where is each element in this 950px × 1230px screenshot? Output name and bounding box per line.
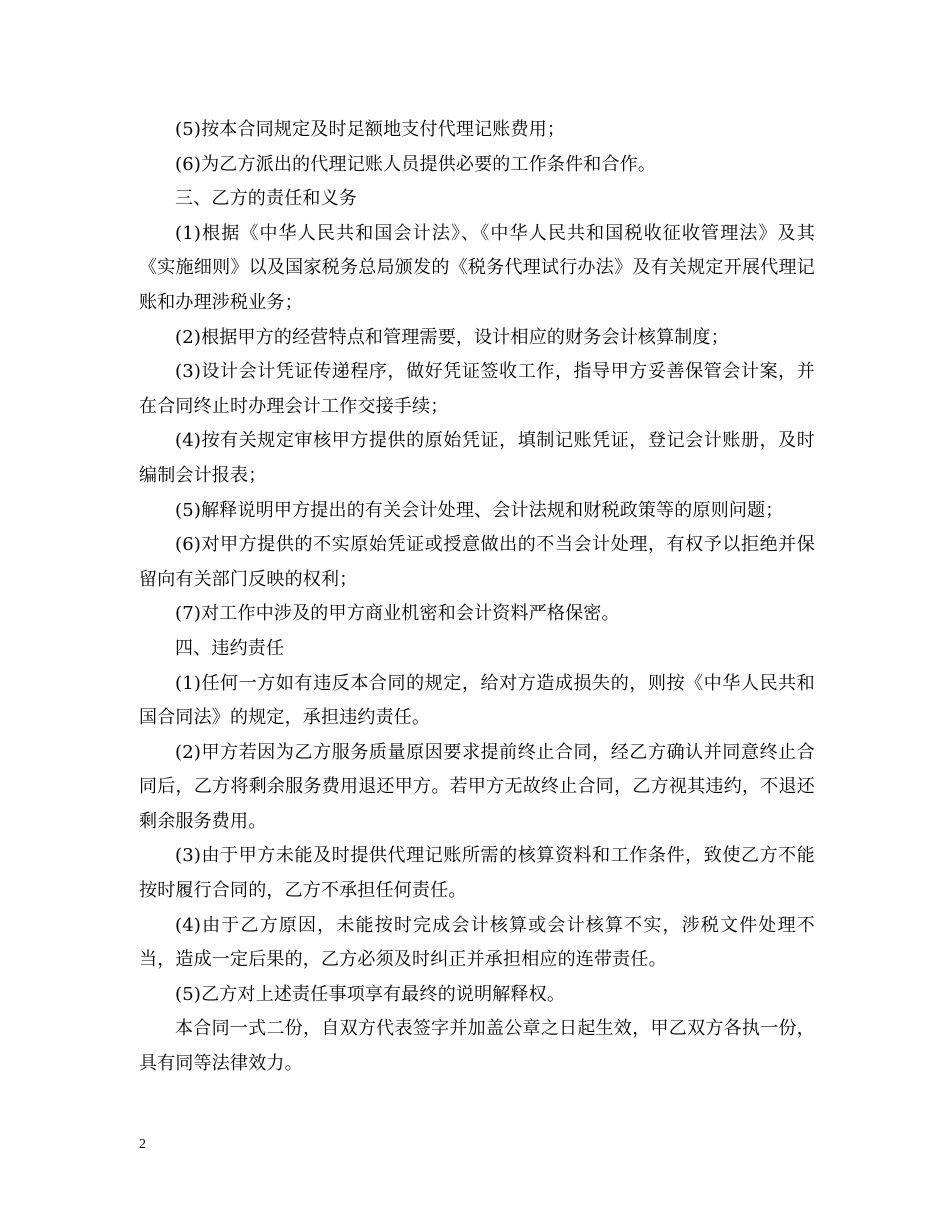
clause-c3-party-a-failure: (3)由于甲方未能及时提供代理记账所需的核算资料和工作条件，致使乙方不能按时履行合同的，乙方不承担任何责任。	[139, 845, 815, 902]
clause-c5-interpretation-right: (5)乙方对上述责任事项享有最终的说明解释权。	[175, 983, 566, 1005]
clause-b1-legal-basis: (1)根据《中华人民共和国会计法》、《中华人民共和国税收征收管理法》及其《实施细则》以及国家税务总局颁发的《税务代理试行办法》及有关规定开展代理记账和办理涉税业务；	[139, 222, 815, 313]
clause-a6-work-conditions: (6)为乙方派出的代理记账人员提供必要的工作条件和合作。	[175, 153, 657, 175]
clause-b2-accounting-system: (2)根据甲方的经营特点和管理需要，设计相应的财务会计核算制度；	[175, 326, 729, 348]
document-body	[139, 113, 815, 1082]
clause-b6-refuse-improper: (6)对甲方提供的不实原始凭证或授意做出的不当会计处理，有权予以拒绝并保留向有关部门反映的权利；	[139, 534, 815, 590]
clause-c2-early-termination: (2)甲方若因为乙方服务质量原因要求提前终止合同，经乙方确认并同意终止合同后，乙方将剩余服务费用退还甲方。若甲方无故终止合同，乙方视其违约，不退还剩余服务费用。	[139, 741, 815, 832]
clause-a5-payment: (5)按本合同规定及时足额地支付代理记账费用；	[175, 119, 566, 140]
clause-b3-voucher-procedure: (3)设计会计凭证传递程序，做好凭证签收工作，指导甲方妥善保管会计案，并在合同终止时办理会计工作交接手续；	[139, 361, 815, 417]
clause-b7-confidentiality: (7)对工作中涉及的甲方商业机密和会计资料严格保密。	[175, 603, 620, 625]
section-heading-breach-liability: 四、违约责任	[175, 637, 285, 659]
closing-effectiveness-clause: 本合同一式二份，自双方代表签字并加盖公章之日起生效，甲乙双方各执一份，具有同等法律效力。	[139, 1018, 815, 1075]
clause-b4-review-vouchers: (4)按有关规定审核甲方提供的原始凭证，填制记账凭证，登记会计账册，及时编制会计报表；	[139, 430, 815, 486]
clause-b5-explanations: (5)解释说明甲方提出的有关会计处理、会计法规和财税政策等的原则问题；	[175, 499, 784, 521]
section-heading-party-b-duties: 三、乙方的责任和义务	[175, 188, 357, 210]
clause-c4-party-b-failure: (4)由于乙方原因，未能按时完成会计核算或会计核算不实，涉税文件处理不当，造成一定后果的，乙方必须及时纠正并承担相应的连带责任。	[139, 914, 815, 971]
clause-c1-breach-damages: (1)任何一方如有违反本合同的规定，给对方造成损失的，则按《中华人民共和国合同法》的规定，承担违约责任。	[139, 672, 815, 729]
page-number: 2	[139, 1137, 146, 1152]
